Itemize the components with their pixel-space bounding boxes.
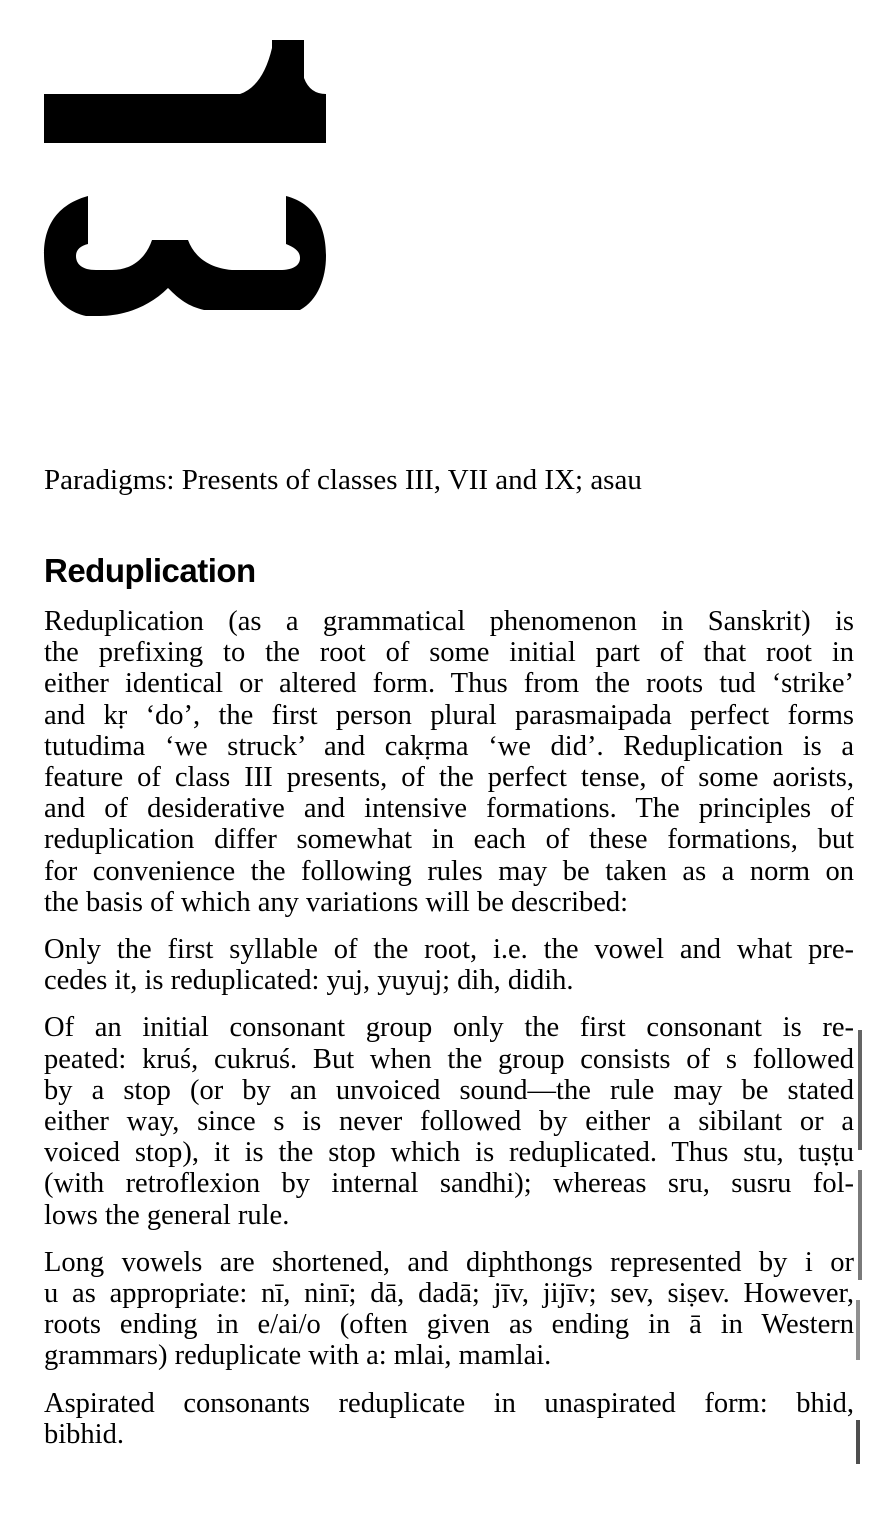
text-line: and kṛ ‘do’, the first person plural parasmaipada perfect forms: [44, 699, 854, 731]
section-heading: Reduplication: [44, 552, 256, 589]
paragraph-aspirated-rule: [44, 1388, 854, 1450]
scan-edge-mark: [856, 1420, 860, 1464]
text-line: cedes it, is reduplicated: yuj, yuyuj; dih, didih.: [44, 965, 574, 997]
text-line: Aspirated consonants reduplicate in unaspirated form: bhid,: [44, 1387, 854, 1419]
text-line: reduplication differ somewhat in each of these formations, but: [44, 824, 854, 856]
paradigms-line: Paradigms: Presents of classes III, VII and IX; asau: [44, 464, 642, 496]
text-line: either identical or altered form. Thus from the roots tud ‘strike’: [44, 668, 854, 700]
chapter-digit-one: [44, 40, 326, 143]
text-line: either way, since s is never followed by either a sibilant or a: [44, 1106, 854, 1138]
text-line: feature of class III presents, of the perfect tense, of some aorists,: [44, 762, 854, 794]
text-line: by a stop (or by an unvoiced sound—the rule may be stated: [44, 1074, 854, 1106]
text-line: (with retroflexion by internal sandhi); whereas sru, susru fol-: [44, 1168, 854, 1200]
text-line: the basis of which any variations will be described:: [44, 886, 629, 918]
chapter-digit-three: [44, 196, 326, 316]
text-line: for convenience the following rules may be taken as a norm on: [44, 855, 854, 887]
text-line: Reduplication (as a grammatical phenomenon in Sanskrit) is: [44, 606, 854, 637]
paragraph-intro: [44, 606, 854, 918]
text-line: Of an initial consonant group only the first consonant is re-: [44, 1012, 854, 1044]
text-line: Long vowels are shortened, and diphthongs represented by i or: [44, 1246, 854, 1278]
text-line: bibhid.: [44, 1418, 124, 1450]
paragraph-long-vowel-rule: [44, 1247, 854, 1372]
text-line: u as appropriate: nī, ninī; dā, dadā; jīv, jijīv; sev, siṣev. However,: [44, 1278, 854, 1310]
text-line: voiced stop), it is the stop which is reduplicated. Thus stu, tuṣṭu: [44, 1137, 854, 1169]
text-line: and of desiderative and intensive formations. The principles of: [44, 793, 854, 825]
text-line: tutudima ‘we struck’ and cakṛma ‘we did’. Reduplication is a: [44, 730, 854, 762]
scan-edge-mark: [858, 1030, 862, 1150]
chapter-number-graphic: [0, 0, 420, 420]
text-line: grammars) reduplicate with a: mlai, mamlai.: [44, 1340, 552, 1372]
text-line: lows the general rule.: [44, 1199, 290, 1231]
scan-edge-mark: [856, 1300, 860, 1360]
text-line: peated: kruś, cukruś. But when the group consists of s followed: [44, 1043, 854, 1075]
paragraph-consonant-group-rule: [44, 1012, 854, 1230]
scan-edge-mark: [858, 1170, 862, 1280]
text-line: roots ending in e/ai/o (often given as ending in ā in Western: [44, 1309, 854, 1341]
body-text: [44, 606, 854, 1466]
text-line: Only the first syllable of the root, i.e. the vowel and what pre-: [44, 934, 854, 966]
paragraph-first-syllable-rule: [44, 934, 854, 996]
text-line: the prefixing to the root of some initial part of that root in: [44, 637, 854, 669]
